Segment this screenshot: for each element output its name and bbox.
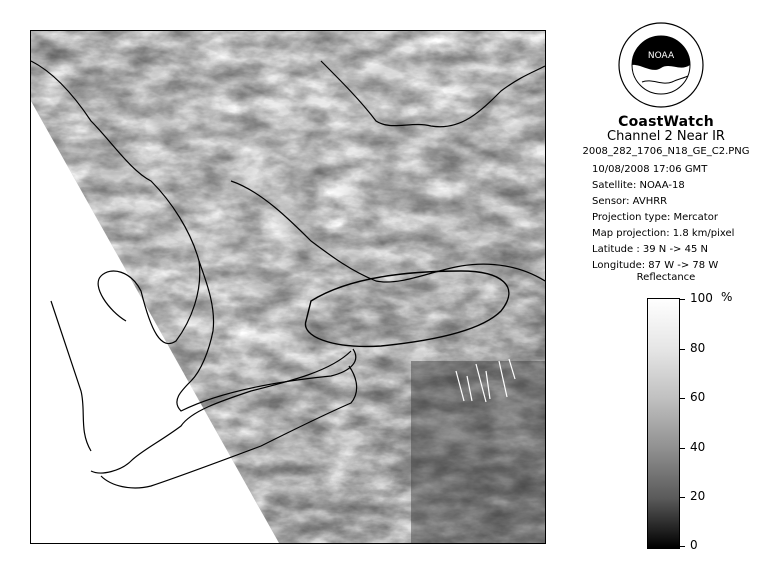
legend-title: Reflectance (636, 272, 696, 283)
colorbar-tick (679, 497, 685, 498)
sensor-label: Sensor: AVHRR (592, 196, 668, 207)
satellite-label: Satellite: NOAA-18 (592, 180, 685, 191)
noaa-logo (618, 22, 704, 108)
latitude-label: Latitude : 39 N -> 45 N (592, 244, 708, 255)
colorbar-tick (679, 299, 685, 300)
logo-text: NOAA (647, 51, 675, 61)
projection-type-label: Projection type: Mercator (592, 212, 718, 223)
tick-label: 60 (690, 390, 706, 404)
colorbar-tick (679, 398, 685, 399)
tick-label: 20 (690, 489, 706, 503)
tick-label: 40 (690, 440, 706, 454)
colorbar-tick (679, 349, 685, 350)
legend-unit: % (721, 290, 733, 304)
image-swath (31, 31, 545, 543)
reflectance-colorbar (647, 298, 680, 549)
tick-label: 0 (690, 538, 698, 552)
colorbar-tick (679, 546, 685, 547)
tick-label: 100 (690, 291, 713, 305)
longitude-label: Longitude: 87 W -> 78 W (592, 260, 719, 271)
channel-title: Channel 2 Near IR (607, 129, 725, 144)
satellite-image (30, 30, 546, 544)
map-projection-label: Map projection: 1.8 km/pixel (592, 228, 735, 239)
brand-title: CoastWatch (618, 114, 714, 130)
datetime-label: 10/08/2008 17:06 GMT (592, 164, 708, 175)
tick-label: 80 (690, 341, 706, 355)
colorbar-tick (679, 448, 685, 449)
image-filename: 2008_282_1706_N18_GE_C2.PNG (582, 146, 750, 157)
